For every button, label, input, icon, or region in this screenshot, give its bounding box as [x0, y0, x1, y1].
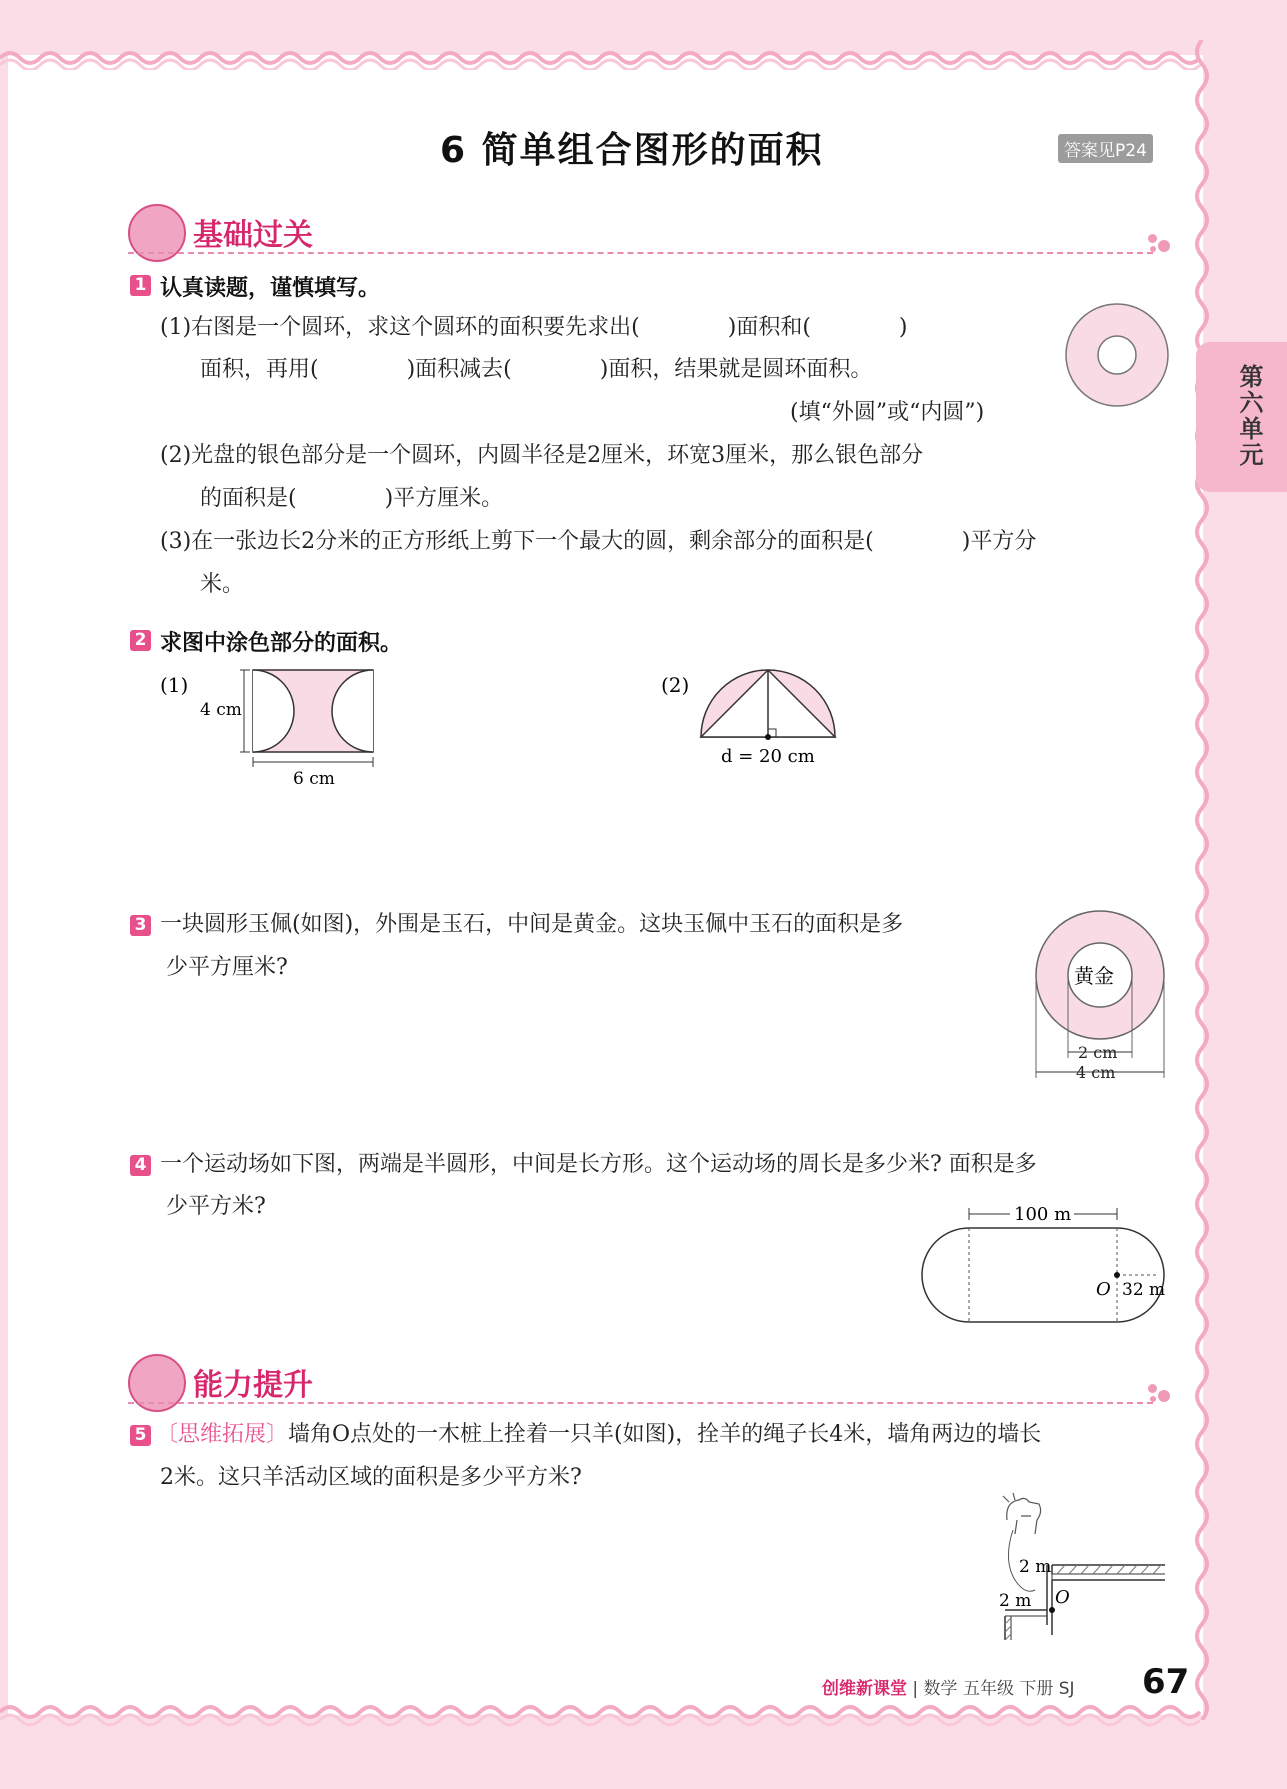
- footer: [822, 1674, 1075, 1699]
- fig1-height: 4 cm: [200, 700, 242, 720]
- ring-figure: [1062, 300, 1172, 410]
- fig-point: O: [1055, 1587, 1070, 1608]
- q1-part3-line2: 米。: [200, 572, 245, 597]
- fig1-width: 6 cm: [293, 769, 335, 789]
- page-number: 67: [1142, 1662, 1190, 1702]
- q4-line2: 少平方米?: [166, 1194, 266, 1219]
- question-heading: 认真读题，谨慎填写。: [160, 276, 381, 301]
- jade-pendant-figure: [1030, 908, 1170, 1088]
- footer-brand: 创维新课堂: [822, 1679, 907, 1699]
- q1-part3-line1: (3)在一张边长2分米的正方形纸上剪下一个最大的圆，剩余部分的面积是( )平方分: [160, 529, 1037, 554]
- fig-inner: 2 cm: [1078, 1043, 1118, 1062]
- page-title: 6 简单组合图形的面积: [440, 130, 824, 171]
- q1-part1-hint: (填“外圆”或“内圆”): [790, 400, 985, 425]
- fig2-label: (2): [661, 673, 690, 697]
- answer-reference: 答案见P24: [1058, 134, 1153, 163]
- section-title-basic: 基础过关: [193, 218, 313, 253]
- goat-icon: [1003, 1493, 1041, 1534]
- q1-part1-line1: (1)右图是一个圆环，求这个圆环的面积要先求出( )面积和( ): [160, 315, 908, 340]
- question-number: 2: [130, 630, 151, 651]
- question-number: 1: [130, 275, 151, 296]
- fig-radius: 32 m: [1122, 1280, 1166, 1300]
- fig-center: O: [1096, 1279, 1111, 1300]
- fig-center-label: 黄金: [1074, 964, 1114, 988]
- unit-tab: [1196, 342, 1287, 492]
- bottom-wave-border: [0, 1700, 1287, 1730]
- q5-line1-text: 墙角O点处的一木桩上拴着一只羊(如图)，拴羊的绳子长4米，墙角两边的墙长: [288, 1422, 1042, 1447]
- q5-line2: 2米。这只羊活动区域的面积是多少平方米?: [160, 1465, 582, 1490]
- q1-part2-line1: (2)光盘的银色部分是一个圆环，内圆半径是2厘米，环宽3厘米，那么银色部分: [160, 443, 924, 468]
- shaded-rectangle-figure: [150, 665, 400, 795]
- sports-field-figure: [918, 1198, 1178, 1328]
- question-number: 4: [130, 1155, 151, 1176]
- section-divider: [128, 1402, 1153, 1404]
- top-wave-border: [0, 40, 1287, 70]
- footer-info: | 数学 五年级 下册 SJ: [912, 1679, 1075, 1699]
- q3-line1: 一块圆形玉佩(如图)，外围是玉石，中间是黄金。这块玉佩中玉石的面积是多: [160, 912, 904, 937]
- q1-part2-line2: 的面积是( )平方厘米。: [200, 486, 504, 511]
- question-heading: 求图中涂色部分的面积。: [160, 631, 403, 656]
- q5-tag: 〔思维拓展〕: [156, 1422, 289, 1447]
- q5-line1: [156, 1420, 1041, 1450]
- q3-line2: 少平方厘米?: [166, 955, 288, 980]
- question-number: 3: [130, 915, 151, 936]
- fig-length: 100 m: [1014, 1204, 1072, 1225]
- question-number: 5: [130, 1425, 151, 1446]
- fig1-label: (1): [160, 673, 189, 697]
- q4-line1: 一个运动场如下图，两端是半圆形，中间是长方形。这个运动场的周长是多少米? 面积是多: [160, 1152, 1037, 1177]
- fig-wall2: 2 m: [999, 1591, 1032, 1611]
- right-wave-border: [1190, 40, 1214, 1720]
- section-divider: [128, 252, 1153, 254]
- fig2-diameter: d = 20 cm: [721, 746, 815, 767]
- unit-tab-label: 第六单元: [1235, 364, 1263, 468]
- fig-wall1: 2 m: [1019, 1557, 1052, 1577]
- section-title-advanced: 能力提升: [193, 1368, 313, 1403]
- goat-corner-figure: [995, 1490, 1175, 1640]
- fig-outer: 4 cm: [1076, 1063, 1116, 1082]
- q1-part1-line2: 面积，再用( )面积减去( )面积，结果就是圆环面积。: [200, 357, 873, 382]
- semicircle-triangle-figure: [655, 665, 855, 775]
